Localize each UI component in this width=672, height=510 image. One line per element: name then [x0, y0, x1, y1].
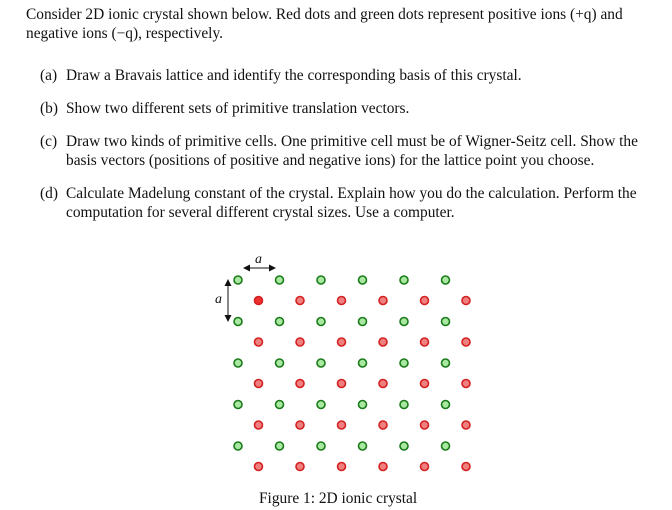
highlighted-positive-ion	[255, 297, 263, 305]
positive-ion	[338, 421, 346, 429]
negative-ion	[359, 359, 367, 367]
negative-ion	[276, 276, 284, 284]
negative-ion	[442, 359, 450, 367]
positive-ion	[421, 297, 429, 305]
positive-ion	[255, 463, 263, 471]
negative-ion	[276, 359, 284, 367]
vertical-dimension-label: a	[215, 292, 222, 307]
question-c-text: Draw two kinds of primitive cells. One primitive cell must be of Wigner-Seitz cell. Show the basis vectors (positions of positive and negative ions) for the lattice point you choose.	[66, 133, 638, 169]
positive-ion	[379, 421, 387, 429]
positive-ion	[338, 463, 346, 471]
problem-intro: Consider 2D ionic crystal shown below. Red dots and green dots represent positive ions (+q) and negative ions (−q), respectively.	[26, 6, 623, 42]
negative-ion	[276, 442, 284, 450]
negative-ion	[400, 318, 408, 326]
positive-ion	[338, 297, 346, 305]
negative-ion	[317, 276, 325, 284]
positive-ion	[379, 463, 387, 471]
positive-ion	[296, 421, 304, 429]
positive-ion	[379, 380, 387, 388]
negative-ion	[359, 276, 367, 284]
negative-ion	[442, 442, 450, 450]
negative-ion	[234, 359, 242, 367]
positive-ion	[296, 463, 304, 471]
negative-ion	[400, 276, 408, 284]
positive-ion	[421, 338, 429, 346]
positive-ion	[338, 338, 346, 346]
positive-ion	[255, 338, 263, 346]
negative-ion	[359, 442, 367, 450]
negative-ion	[276, 318, 284, 326]
question-a-label: (a)	[40, 67, 58, 84]
negative-ion	[317, 359, 325, 367]
negative-ion	[317, 401, 325, 409]
question-d-text: Calculate Madelung constant of the crystal. Explain how you do the calculation. Perform the computation for several different crystal sizes. Use a computer.	[66, 185, 637, 221]
negative-ion	[442, 276, 450, 284]
negative-ion	[234, 276, 242, 284]
negative-ion	[359, 318, 367, 326]
negative-ion	[317, 442, 325, 450]
negative-ion	[400, 401, 408, 409]
positive-ion	[338, 380, 346, 388]
positive-ion	[462, 380, 470, 388]
positive-ion	[379, 297, 387, 305]
positive-ion	[421, 463, 429, 471]
positive-ion	[255, 380, 263, 388]
negative-ion	[400, 442, 408, 450]
question-b-label: (b)	[40, 100, 58, 117]
question-b-text: Show two different sets of primitive translation vectors.	[66, 100, 410, 117]
negative-ion	[234, 401, 242, 409]
positive-ion	[296, 380, 304, 388]
question-c-label: (c)	[40, 133, 58, 150]
negative-ion	[442, 401, 450, 409]
positive-ion	[296, 297, 304, 305]
positive-ion	[462, 421, 470, 429]
question-a-text: Draw a Bravais lattice and identify the corresponding basis of this crystal.	[66, 67, 522, 84]
positive-ion	[379, 338, 387, 346]
positive-ion	[255, 421, 263, 429]
negative-ion	[400, 359, 408, 367]
question-d-label: (d)	[40, 185, 58, 202]
negative-ion	[276, 401, 284, 409]
negative-ion	[317, 318, 325, 326]
positive-ion	[462, 338, 470, 346]
positive-ion	[462, 463, 470, 471]
horizontal-dimension-label: a	[255, 252, 262, 267]
negative-ion	[234, 318, 242, 326]
positive-ion	[421, 380, 429, 388]
positive-ion	[421, 421, 429, 429]
negative-ion	[359, 401, 367, 409]
positive-ion	[296, 338, 304, 346]
positive-ion	[462, 297, 470, 305]
figure-caption: Figure 1: 2D ionic crystal	[259, 490, 418, 507]
negative-ion	[234, 442, 242, 450]
negative-ion	[442, 318, 450, 326]
ion-lattice	[234, 276, 470, 471]
